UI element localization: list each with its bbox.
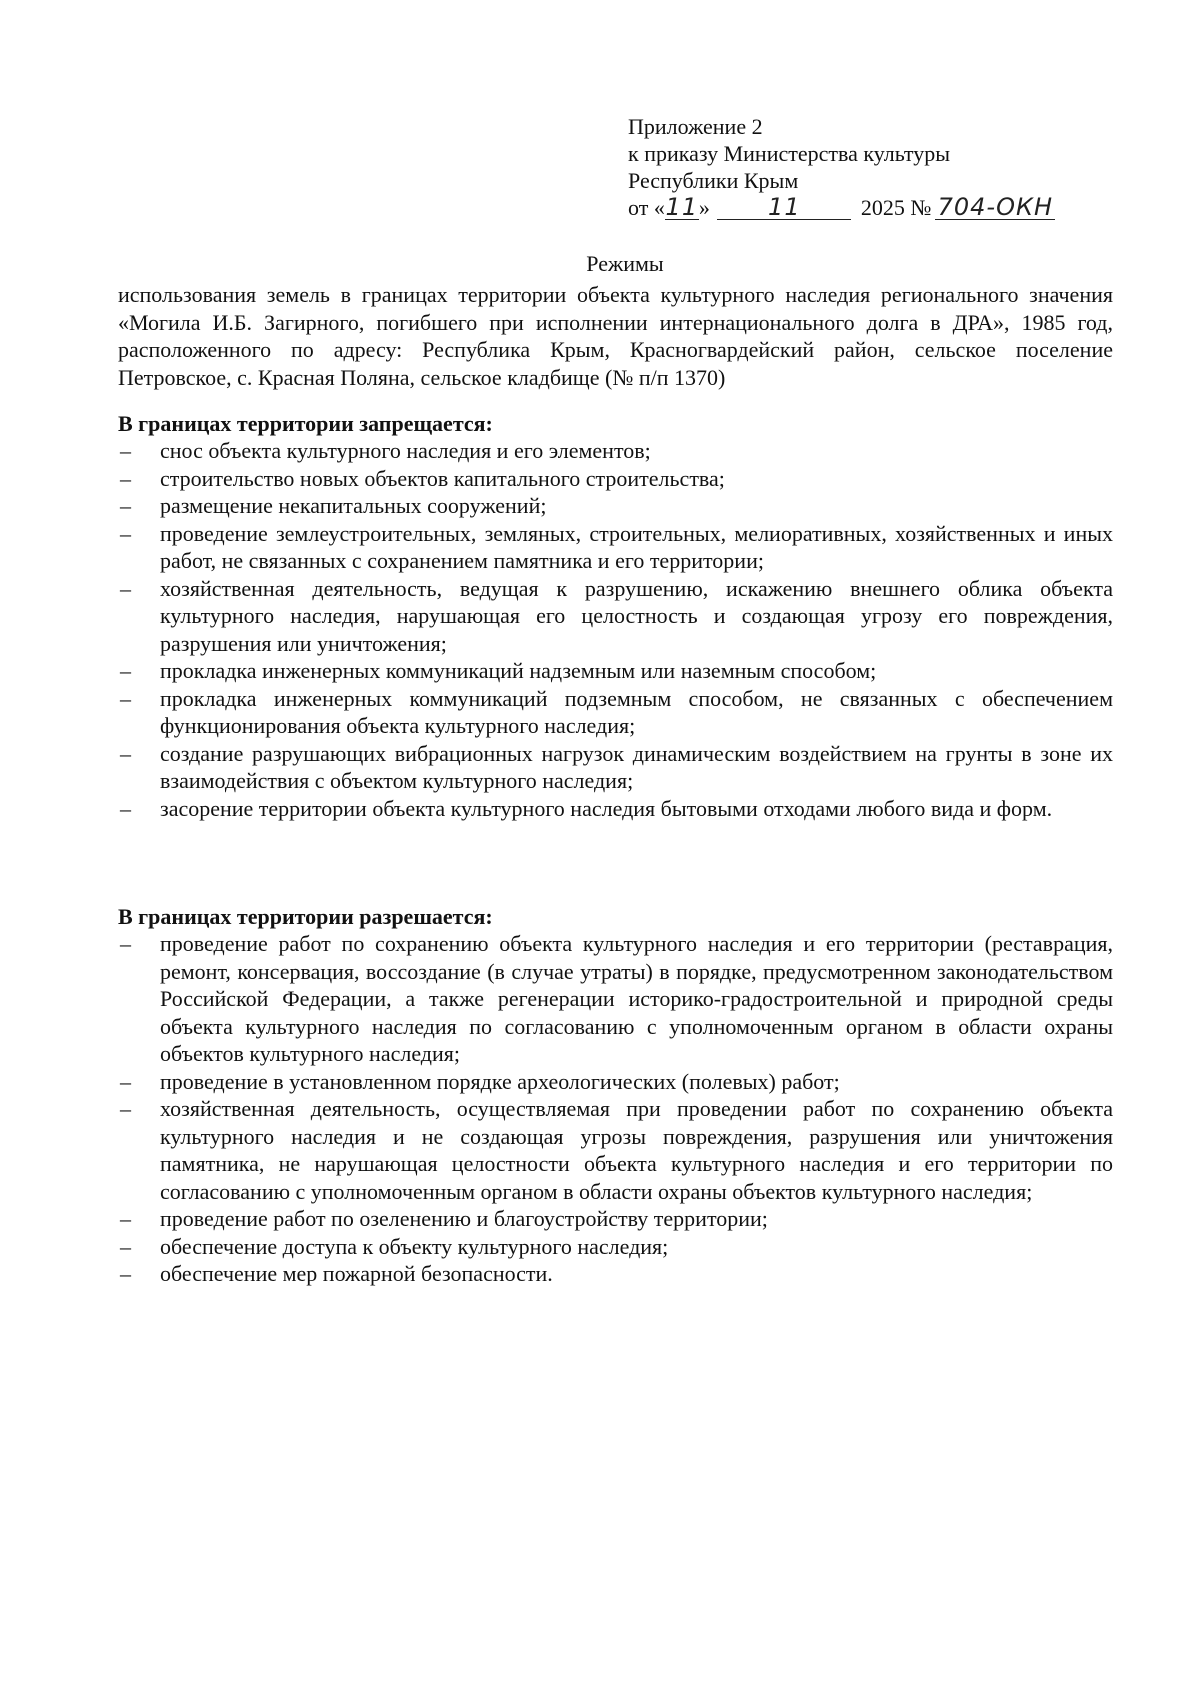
list-item: [118, 1205, 1113, 1233]
list-item: [118, 1095, 1113, 1205]
list-item: [118, 1260, 1113, 1288]
list-item: [118, 520, 1113, 575]
list-dash: –: [120, 438, 131, 463]
list-item-text: прокладка инженерных коммуникаций подземным способом, не связанных с обеспечением функционирования объекта культурного наследия;: [160, 685, 1113, 738]
list-dash: –: [120, 1206, 131, 1231]
prohibited-heading: В границах территории запрещается:: [118, 411, 493, 436]
list-item-text: обеспечение доступа к объекту культурного наследия;: [160, 1233, 669, 1259]
list-item-text: создание разрушающих вибрационных нагрузок динамическим воздействием на грунты в зоне их взаимодействия с объектом культурного наследия;: [160, 740, 1113, 793]
order-day: 11: [665, 193, 699, 221]
list-item-text: хозяйственная деятельность, ведущая к разрушению, искажению внешнего облика объекта культурного наследия, нарушающая его целостность и создающая угрозу его повреждения, разрушения или уничтожения;: [160, 575, 1113, 656]
list-item: [118, 740, 1113, 795]
list-dash: –: [120, 931, 131, 956]
list-item: [118, 575, 1113, 658]
list-item-text: прокладка инженерных коммуникаций надземным или наземным способом;: [160, 658, 877, 683]
date-day-close: »: [698, 195, 710, 220]
list-item: [118, 492, 1113, 520]
list-item-text: обеспечение мер пожарной безопасности.: [160, 1261, 553, 1286]
list-item: [118, 930, 1113, 1068]
list-dash: –: [120, 575, 131, 601]
list-dash: –: [120, 1233, 131, 1259]
list-item: [118, 657, 1113, 685]
list-dash: –: [120, 493, 131, 518]
list-item-text: снос объекта культурного наследия и его элементов;: [160, 438, 651, 463]
list-dash: –: [120, 465, 131, 491]
appendix-label: Приложение 2: [628, 114, 763, 139]
list-item-text: проведение землеустроительных, земляных, строительных, мелиоративных, хозяйственных и иных работ, не связанных с сохранением памятника и его территории;: [160, 520, 1113, 573]
list-item-text: проведение работ по сохранению объекта культурного наследия и его территории (реставрация, ремонт, консервация, воссоздание (в случае утраты) в порядке, предусмотренном законодательством Российской Федерации, а также регенерации историко-градостроительной и природной среды объекта культурного наследия по согласованию с уполномоченным органом в области охраны объектов культурного наследия;: [160, 931, 1113, 1066]
list-dash: –: [120, 1261, 131, 1286]
order-year-label: 2025 №: [860, 195, 932, 220]
list-item-text: проведение в установленном порядке археологических (полевых) работ;: [160, 1068, 840, 1094]
list-item-text: хозяйственная деятельность, осуществляемая при проведении работ по сохранению объекта культурного наследия и не создающая угрозы повреждения, разрушения или уничтожения памятника, не нарушающая целостности объекта культурного наследия и его территории по согласованию с уполномоченным органом в области охраны объектов культурного наследия;: [160, 1096, 1113, 1204]
allowed-heading: В границах территории разрешается:: [118, 904, 493, 929]
allowed-list: [118, 930, 1113, 1288]
list-item: [118, 465, 1113, 493]
list-item: [118, 795, 1113, 823]
order-date-line: [628, 194, 1098, 224]
republic-line: Республики Крым: [628, 168, 799, 193]
list-item-text: проведение работ по озеленению и благоустройству территории;: [160, 1206, 768, 1231]
list-item: [118, 1068, 1113, 1096]
list-item: [118, 1233, 1113, 1261]
order-number: 704-ОКН: [935, 195, 1055, 220]
document-title: Режимы: [586, 251, 664, 276]
order-month: 11: [717, 195, 851, 220]
order-reference: к приказу Министерства культуры: [628, 141, 951, 166]
appendix-header: [628, 113, 1098, 224]
list-dash: –: [120, 795, 131, 821]
document-intro: использования земель в границах территории объекта культурного наследия регионального значения «Могила И.Б. Загирного, погибшего при исполнении интернационального долга в ДРА», 1985 год, расположенного по адресу: Республика Крым, Красногвардейский район, сельское поселение Петровское, с. Красная Поляна, сельское кладбище (№ п/п 1370): [118, 282, 1113, 390]
list-item: [118, 437, 1113, 465]
list-dash: –: [120, 658, 131, 683]
list-item: [118, 685, 1113, 740]
date-prefix: от «: [628, 195, 665, 220]
list-item-text: засорение территории объекта культурного наследия бытовыми отходами любого вида и форм.: [160, 795, 1053, 821]
prohibited-list: [118, 437, 1113, 822]
list-dash: –: [120, 685, 131, 711]
list-dash: –: [120, 520, 131, 546]
list-item-text: размещение некапитальных сооружений;: [160, 493, 547, 518]
list-dash: –: [120, 1068, 131, 1094]
list-item-text: строительство новых объектов капитального строительства;: [160, 465, 725, 491]
list-dash: –: [120, 740, 131, 766]
list-dash: –: [120, 1096, 131, 1121]
